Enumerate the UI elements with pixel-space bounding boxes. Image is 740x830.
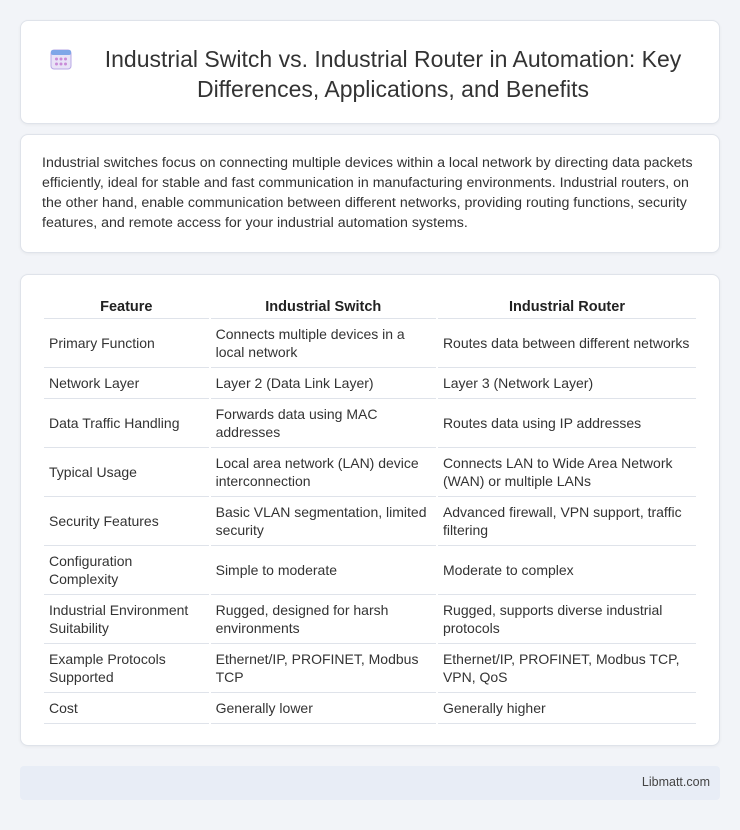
- table-row: [44, 448, 696, 497]
- router-cell: Connects LAN to Wide Area Network (WAN) or multiple LANs: [438, 448, 696, 497]
- feature-cell: Cost: [44, 693, 209, 724]
- feature-cell: Primary Function: [44, 319, 209, 368]
- header-industrial-switch: Industrial Switch: [211, 295, 436, 319]
- feature-cell: Network Layer: [44, 368, 209, 399]
- comparison-table-card: [20, 274, 720, 746]
- feature-cell: Example Protocols Supported: [44, 644, 209, 693]
- title-card: [20, 20, 720, 124]
- feature-cell: Configuration Complexity: [44, 546, 209, 595]
- feature-cell: Security Features: [44, 497, 209, 546]
- header-industrial-router: Industrial Router: [438, 295, 696, 319]
- switch-cell: Connects multiple devices in a local network: [211, 319, 436, 368]
- switch-cell: Basic VLAN segmentation, limited security: [211, 497, 436, 546]
- table-row: [44, 644, 696, 693]
- switch-cell: Local area network (LAN) device interconnection: [211, 448, 436, 497]
- table-row: [44, 546, 696, 595]
- intro-card: [20, 134, 720, 253]
- intro-paragraph: Industrial switches focus on connecting multiple devices within a local network by directing data packets efficiently, ideal for stable and fast communication in manufacturing environments. Industrial routers, on the other hand, enable communication between different networks, providing routing functions, security features, and remote access for your industrial automation systems.: [42, 155, 693, 231]
- calendar-grid-icon: [49, 47, 73, 71]
- router-cell: Generally higher: [438, 693, 696, 724]
- feature-cell: Data Traffic Handling: [44, 399, 209, 448]
- router-cell: Moderate to complex: [438, 546, 696, 595]
- table-row: [44, 497, 696, 546]
- table-row: [44, 693, 696, 724]
- router-cell: Layer 3 (Network Layer): [438, 368, 696, 399]
- table-row: [44, 319, 696, 368]
- router-cell: Routes data using IP addresses: [438, 399, 696, 448]
- footer-brand-link[interactable]: Libmatt.com: [641, 775, 710, 789]
- table-row: [44, 368, 696, 399]
- router-cell: Ethernet/IP, PROFINET, Modbus TCP, VPN, QoS: [438, 644, 696, 693]
- switch-cell: Simple to moderate: [211, 546, 436, 595]
- table-header-row: [44, 295, 696, 319]
- feature-cell: Industrial Environment Suitability: [44, 595, 209, 644]
- page-title: Industrial Switch vs. Industrial Router in Automation: Key Differences, Applications, and Benefits: [104, 46, 682, 102]
- header-feature: Feature: [44, 295, 209, 319]
- comparison-table: [42, 295, 698, 724]
- router-cell: Routes data between different networks: [438, 319, 696, 368]
- switch-cell: Generally lower: [211, 693, 436, 724]
- switch-cell: Layer 2 (Data Link Layer): [211, 368, 436, 399]
- table-row: [44, 595, 696, 644]
- router-cell: Rugged, supports diverse industrial protocols: [438, 595, 696, 644]
- router-cell: Advanced firewall, VPN support, traffic filtering: [438, 497, 696, 546]
- footer-bar: [20, 766, 720, 800]
- feature-cell: Typical Usage: [44, 448, 209, 497]
- switch-cell: Ethernet/IP, PROFINET, Modbus TCP: [211, 644, 436, 693]
- switch-cell: Rugged, designed for harsh environments: [211, 595, 436, 644]
- switch-cell: Forwards data using MAC addresses: [211, 399, 436, 448]
- table-row: [44, 399, 696, 448]
